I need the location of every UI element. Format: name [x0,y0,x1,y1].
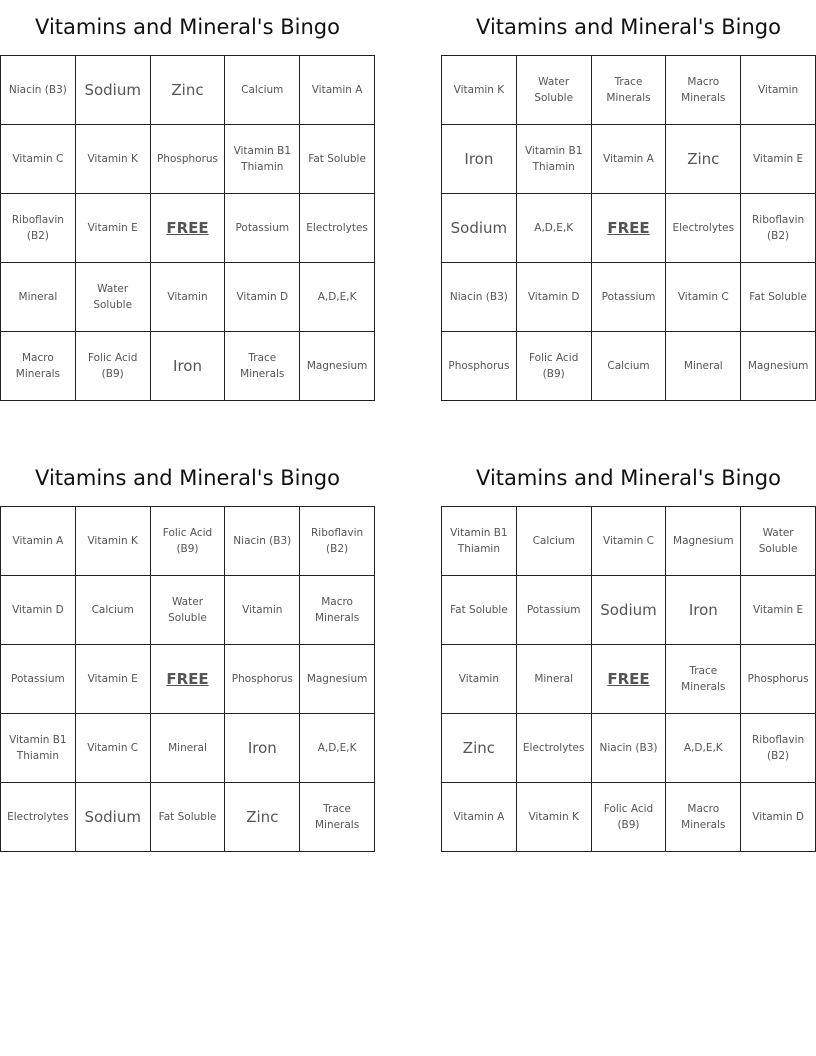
bingo-cell: Iron [442,125,517,194]
bingo-cell: Magnesium [300,332,375,401]
bingo-row [1,576,375,645]
bingo-grid [0,55,375,401]
bingo-cell: Riboflavin (B2) [1,194,76,263]
bingo-row [442,194,816,263]
bingo-cell: Trace Minerals [591,56,666,125]
bingo-row [1,714,375,783]
bingo-cell: Electrolytes [300,194,375,263]
bingo-cell: Sodium [442,194,517,263]
bingo-cell: Folic Acid (B9) [516,332,591,401]
bingo-cell: Iron [150,332,225,401]
bingo-cell: Vitamin E [741,576,816,645]
bingo-cell: Riboflavin (B2) [741,714,816,783]
bingo-cell: Mineral [666,332,741,401]
bingo-cell: Zinc [442,714,517,783]
bingo-row [1,783,375,852]
bingo-cell: Vitamin K [516,783,591,852]
bingo-cell: A,D,E,K [666,714,741,783]
bingo-row [442,332,816,401]
bingo-row [442,645,816,714]
bingo-cell: Vitamin A [300,56,375,125]
bingo-cell: Vitamin B1 Thiamin [442,507,517,576]
bingo-cell: Vitamin B1 Thiamin [1,714,76,783]
bingo-cell: Vitamin D [225,263,300,332]
bingo-cell: A,D,E,K [300,263,375,332]
card-title: Vitamins and Mineral's Bingo [476,15,781,39]
bingo-cell: Sodium [591,576,666,645]
bingo-cell: A,D,E,K [516,194,591,263]
bingo-cell: Vitamin K [75,507,150,576]
bingo-cell: Phosphorus [150,125,225,194]
bingo-cell: Folic Acid (B9) [75,332,150,401]
bingo-cell: Magnesium [666,507,741,576]
free-space-cell: FREE [150,194,225,263]
bingo-cell: Trace Minerals [666,645,741,714]
bingo-cell: Macro Minerals [666,783,741,852]
bingo-cell: Vitamin [225,576,300,645]
bingo-cell: Electrolytes [516,714,591,783]
free-space-cell: FREE [150,645,225,714]
bingo-cell: Fat Soluble [741,263,816,332]
bingo-cell: Vitamin D [1,576,76,645]
bingo-cell: Iron [225,714,300,783]
bingo-cell: Macro Minerals [666,56,741,125]
bingo-cell: Potassium [516,576,591,645]
bingo-cell: Trace Minerals [300,783,375,852]
bingo-cell: Phosphorus [442,332,517,401]
bingo-cell: Sodium [75,56,150,125]
bingo-cell: Vitamin C [1,125,76,194]
bingo-cell: Magnesium [300,645,375,714]
bingo-cell: Vitamin E [741,125,816,194]
bingo-cell: Vitamin A [442,783,517,852]
bingo-row [1,332,375,401]
bingo-card-1 [0,0,375,401]
bingo-cell: Mineral [150,714,225,783]
bingo-row [1,263,375,332]
bingo-cell: Fat Soluble [300,125,375,194]
bingo-cell: Vitamin B1 Thiamin [516,125,591,194]
bingo-cell: Vitamin K [75,125,150,194]
bingo-cell: Vitamin C [75,714,150,783]
bingo-cell: Electrolytes [666,194,741,263]
bingo-cell: Niacin (B3) [225,507,300,576]
free-space-cell: FREE [591,194,666,263]
bingo-row [442,783,816,852]
bingo-cell: Macro Minerals [300,576,375,645]
bingo-cell: Zinc [150,56,225,125]
bingo-row [1,645,375,714]
bingo-row [442,507,816,576]
bingo-cell: Vitamin K [442,56,517,125]
bingo-row [442,576,816,645]
bingo-row [1,507,375,576]
bingo-cell: Vitamin E [75,194,150,263]
card-title: Vitamins and Mineral's Bingo [35,466,340,490]
bingo-cell: Vitamin B1 Thiamin [225,125,300,194]
bingo-cell: Vitamin C [591,507,666,576]
bingo-cell: Calcium [75,576,150,645]
bingo-cell: Calcium [516,507,591,576]
bingo-cell: Vitamin [442,645,517,714]
bingo-cell: A,D,E,K [300,714,375,783]
bingo-cell: Fat Soluble [442,576,517,645]
bingo-cell: Vitamin E [75,645,150,714]
bingo-cell: Vitamin [741,56,816,125]
bingo-cell: Mineral [516,645,591,714]
bingo-cell: Potassium [1,645,76,714]
bingo-cell: Riboflavin (B2) [741,194,816,263]
bingo-cell: Phosphorus [225,645,300,714]
bingo-card-2 [441,0,816,401]
bingo-cell: Calcium [225,56,300,125]
bingo-cell: Potassium [591,263,666,332]
card-title: Vitamins and Mineral's Bingo [476,466,781,490]
bingo-cell: Macro Minerals [1,332,76,401]
bingo-cell: Potassium [225,194,300,263]
bingo-row [1,56,375,125]
bingo-cell: Magnesium [741,332,816,401]
bingo-row [442,56,816,125]
bingo-cell: Phosphorus [741,645,816,714]
bingo-row [442,125,816,194]
bingo-row [442,263,816,332]
bingo-cell: Folic Acid (B9) [150,507,225,576]
bingo-cell: Mineral [1,263,76,332]
bingo-cell: Vitamin D [741,783,816,852]
bingo-cell: Water Soluble [150,576,225,645]
bingo-card-4 [441,451,816,852]
bingo-cell: Iron [666,576,741,645]
bingo-row [1,194,375,263]
free-space-cell: FREE [591,645,666,714]
bingo-card-3 [0,451,375,852]
bingo-cell: Water Soluble [516,56,591,125]
bingo-cell: Vitamin D [516,263,591,332]
bingo-cell: Niacin (B3) [442,263,517,332]
bingo-cell: Folic Acid (B9) [591,783,666,852]
bingo-cell: Electrolytes [1,783,76,852]
bingo-cell: Niacin (B3) [591,714,666,783]
bingo-cell: Zinc [225,783,300,852]
bingo-grid [0,506,375,852]
bingo-cell: Vitamin [150,263,225,332]
bingo-cell: Vitamin A [1,507,76,576]
bingo-cell: Vitamin C [666,263,741,332]
bingo-cell: Water Soluble [75,263,150,332]
bingo-cell: Sodium [75,783,150,852]
bingo-row [1,125,375,194]
bingo-cell: Trace Minerals [225,332,300,401]
bingo-cell: Riboflavin (B2) [300,507,375,576]
bingo-cell: Water Soluble [741,507,816,576]
card-title: Vitamins and Mineral's Bingo [35,15,340,39]
bingo-cell: Calcium [591,332,666,401]
bingo-cell: Zinc [666,125,741,194]
bingo-row [442,714,816,783]
bingo-cell: Niacin (B3) [1,56,76,125]
bingo-cell: Fat Soluble [150,783,225,852]
bingo-grid [441,55,816,401]
bingo-grid [441,506,816,852]
bingo-cell: Vitamin A [591,125,666,194]
